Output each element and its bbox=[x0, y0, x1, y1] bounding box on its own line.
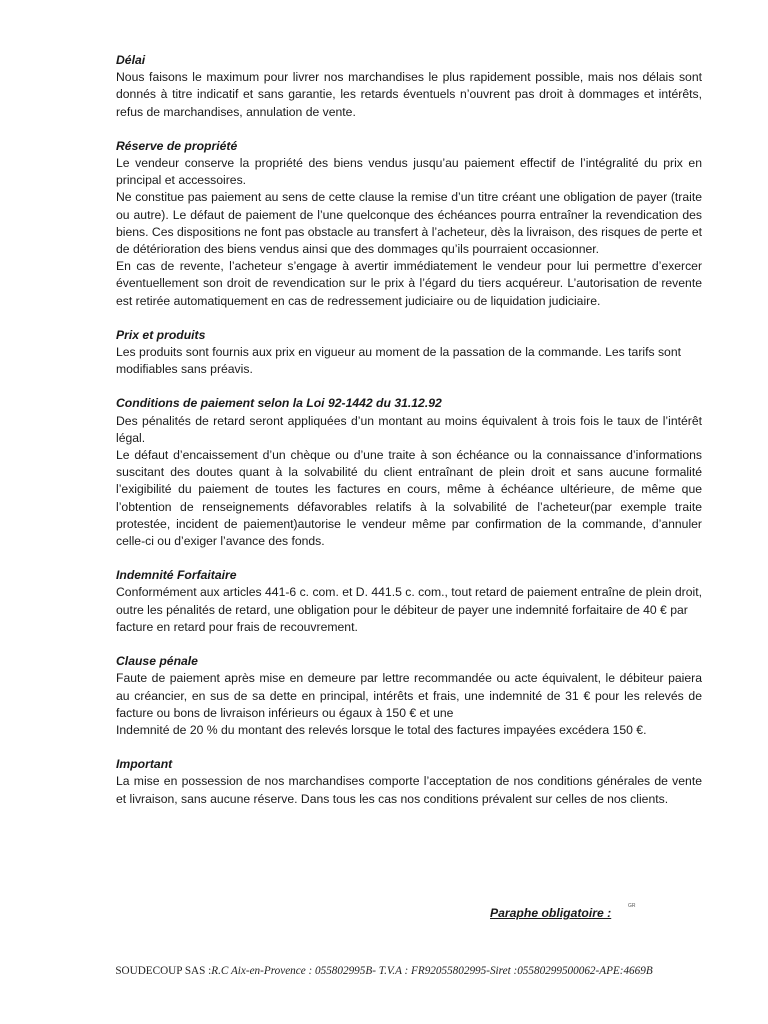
section-prix-produits bbox=[116, 327, 702, 379]
section-conditions-paiement bbox=[116, 395, 702, 550]
section-paragraph: Indemnité de 20 % du montant des relevés lorsque le total des factures impayées excédera 150 €. bbox=[116, 722, 647, 737]
section-heading: Prix et produits bbox=[116, 327, 206, 342]
section-paragraph: Faute de paiement après mise en demeure par lettre recommandée ou acte équivalent, le débiteur paiera au créancier, en sus de sa dette en principal, intérêts et frais, une indemnité de 31 € pour les relevés de facture ou bons de livraison inférieurs ou égaux à 150 € et une bbox=[116, 671, 702, 720]
section-paragraph: Des pénalités de retard seront appliquées d’un montant au moins équivalent à trois fois le taux de l’intérêt légal. bbox=[116, 413, 702, 445]
section-heading: Conditions de paiement selon la Loi 92-1442 du 31.12.92 bbox=[116, 396, 442, 411]
section-heading: Délai bbox=[116, 53, 146, 67]
section-heading: Clause pénale bbox=[116, 654, 198, 669]
section-delai bbox=[116, 52, 702, 121]
document-body bbox=[116, 52, 702, 825]
section-heading: Réserve de propriété bbox=[116, 138, 238, 153]
section-indemnite-forfaitaire bbox=[116, 567, 702, 636]
footer-details: R.C Aix-en-Provence : 055802995B- T.V.A : FR92055802995-Siret :05580299500062-APE:4669B bbox=[211, 965, 653, 977]
section-paragraph: Ne constitue pas paiement au sens de cette clause la remise d’un titre créant une obligation de payer (traite ou autre). Le défaut de paiement de l’une quelconque des échéances pourra entraîner la revendication des biens. Ces dispositions ne font pas obstacle au transfert à l’acheteur, dès la livraison, des risques de perte et de détérioration des biens vendus ainsi que des dommages qu’ils pourraient occasionner. bbox=[116, 190, 703, 257]
section-heading: Indemnité Forfaitaire bbox=[116, 568, 237, 583]
paraphe-initials: GR bbox=[628, 903, 636, 909]
section-reserve-propriete bbox=[116, 138, 702, 310]
section-paragraph: En cas de revente, l’acheteur s’engage à avertir immédiatement le vendeur pour lui permettre d’exercer éventuellement son droit de revendication sur le prix à l’égard du tiers acquéreur. L’autorisation de revente est retirée automatiquement en cas de redressement judiciaire ou de liquidation judiciaire. bbox=[116, 259, 702, 308]
section-important bbox=[116, 756, 702, 808]
page-footer bbox=[0, 965, 768, 977]
section-paragraph: Le défaut d’encaissement d’un chèque ou d’une traite à son échéance ou la connaissance d’informations suscitant des doutes quant à la solvabilité du client entraînant de plein droit et sans aucune formalité l’exigibilité du paiement de toutes les factures en cours, même à échéance ultérieure, de même que l’obtention de renseignements défavorables relatifs à la solvabilité de l’acheteur(par exemple traite protestée, incident de paiement)autorise le vendeur même par confirmation de la commande, d’annuler celle-ci ou d’exiger l’avance des fonds. bbox=[116, 448, 702, 549]
section-paragraph: Les produits sont fournis aux prix en vigueur au moment de la passation de la commande. Les tarifs sont modifiables sans préavis. bbox=[116, 345, 681, 377]
paraphe-label: Paraphe obligatoire : bbox=[490, 906, 612, 920]
section-heading: Important bbox=[116, 757, 173, 772]
footer-company: SOUDECOUP SAS : bbox=[115, 965, 212, 977]
section-clause-penale bbox=[116, 653, 702, 739]
section-paragraph: La mise en possession de nos marchandises comporte l’acceptation de nos conditions générales de vente et livraison, sans aucune réserve. Dans tous les cas nos conditions prévalent sur celles de nos clients. bbox=[116, 774, 702, 806]
section-paragraph: Le vendeur conserve la propriété des biens vendus jusqu’au paiement effectif de l’intégralité du prix en principal et accessoires. bbox=[116, 156, 702, 188]
section-paragraph: Conformément aux articles 441-6 c. com. et D. 441.5 c. com., tout retard de paiement entraîne de plein droit, outre les pénalités de retard, une obligation pour le débiteur de payer une indemnité forfaitaire de 40 € par facture en retard pour frais de recouvrement. bbox=[116, 585, 702, 634]
section-paragraph: Nous faisons le maximum pour livrer nos marchandises le plus rapidement possible, mais nos délais sont donnés à titre indicatif et sans garantie, les retards éventuels n’ouvrent pas droit à dommages et intérêts, refus de marchandises, annulation de vente. bbox=[116, 70, 702, 119]
